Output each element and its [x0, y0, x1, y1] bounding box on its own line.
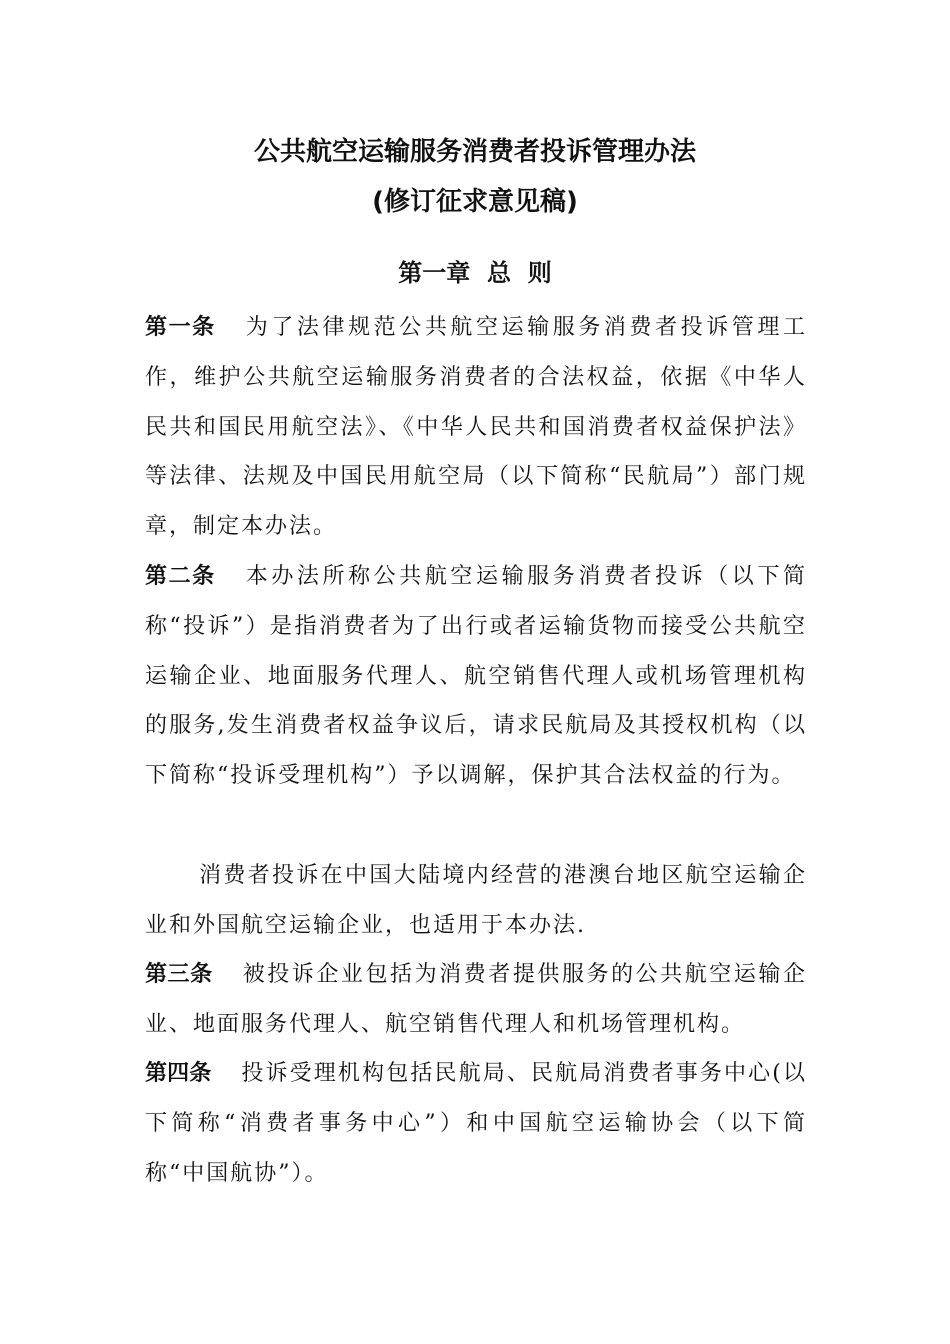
article-3-text: 被投诉企业包括为消费者提供服务的公共航空运输企业、地面服务代理人、航空销售代理人和机场管理机构。: [145, 962, 807, 1037]
article-1-paragraph: [145, 303, 807, 552]
article-4-paragraph: [145, 1049, 807, 1198]
article-3-paragraph: [145, 950, 807, 1050]
document-title: 公共航空运输服务消费者投诉管理办法: [253, 137, 696, 167]
article-2-label: 第二条: [145, 564, 216, 589]
article-1-label: 第一条: [145, 315, 216, 340]
article-2-paragraph: [145, 552, 807, 801]
article-4-text: 投诉受理机构包括民航局、民航局消费者事务中心(以下简称“消费者事务中心”）和中国航空运输协会（以下简称“中国航协”）。: [145, 1061, 807, 1186]
article-3-label: 第三条: [145, 962, 213, 987]
document-subtitle: (修订征求意见稿): [372, 187, 578, 217]
article-2-continuation-paragraph: [145, 851, 807, 951]
article-1-text: 为了法律规范公共航空运输服务消费者投诉管理工作，维护公共航空运输服务消费者的合法权益，依据《中华人民共和国民用航空法》、《中华人民共和国消费者权益保护法》等法律、法规及中国民用航空局（以下简称“民航局”）部门规章，制定本办法。: [145, 315, 807, 540]
article-4-label: 第四条: [145, 1061, 212, 1086]
article-2-text: 本办法所称公共航空运输服务消费者投诉（以下简称“投诉”）是指消费者为了出行或者运输货物而接受公共航空运输企业、地面服务代理人、航空销售代理人或机场管理机构的服务,发生消费者权益争议后，请求民航局及其授权机构（以下简称“投诉受理机构”）予以调解，保护其合法权益的行为。: [145, 564, 807, 789]
chapter-heading: 第一章 总 则: [398, 259, 552, 287]
article-2-continuation-text: 消费者投诉在中国大陆境内经营的港澳台地区航空运输企业和外国航空运输企业，也适用于本办法.: [145, 863, 807, 938]
